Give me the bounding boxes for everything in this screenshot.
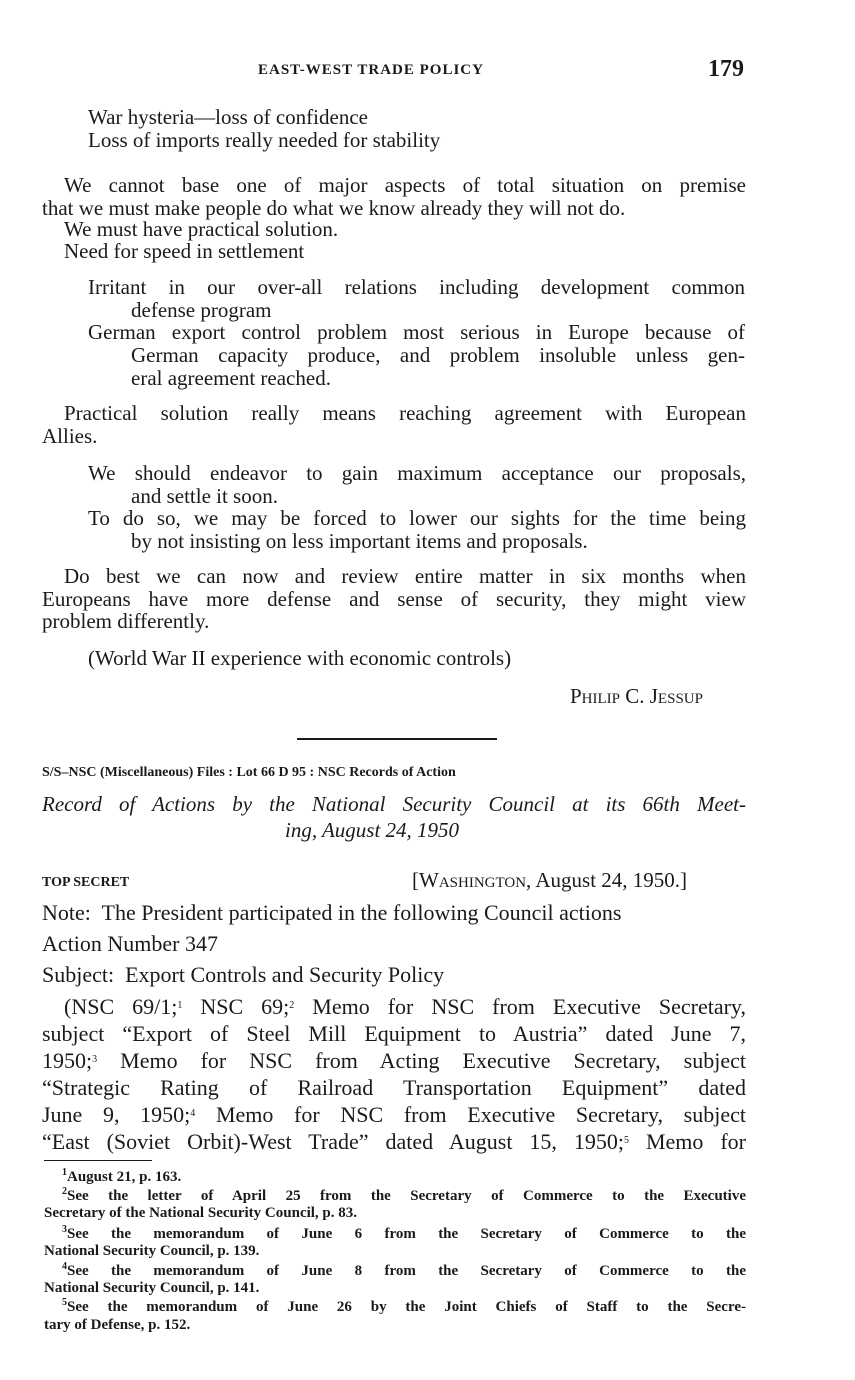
memo-paragraph-line: problem differently. <box>42 609 210 633</box>
memo-paragraph-line: Practical solution really means reaching agreement with European <box>64 401 746 425</box>
document-title-line: Record of Actions by the National Security Council at its 66th Meet- <box>42 792 746 816</box>
footnote: $^1$August 21, p. 163. <box>62 1167 182 1185</box>
memo-item-line: To do so, we may be forced to lower our sights for the time being <box>88 506 746 530</box>
memo-line: We must have practical solution. <box>64 217 339 241</box>
memo-line: (World War II experience with economic controls) <box>88 646 512 670</box>
memo-line: Loss of imports really needed for stability <box>88 128 441 152</box>
memo-item-line: by not insisting on less important items and proposals. <box>131 529 588 553</box>
footnote: $^4$See the memorandum of June 8 from the Secretary of Commerce to the <box>62 1261 746 1279</box>
memo-paragraph-line: Do best we can now and review entire matter in six months when <box>64 564 746 588</box>
document-title-line: ing, August 24, 1950 <box>285 818 460 842</box>
memo-line: War hysteria—loss of confidence <box>88 105 368 129</box>
memo-item-line: German export control problem most serious in Europe because of <box>88 320 745 344</box>
body-line: (NSC 69/1;$^1$ NSC 69;$^2$ Memo for NSC from Executive Secretary, <box>64 994 746 1019</box>
footnote: National Security Council, p. 139. <box>44 1243 260 1259</box>
footnote: National Security Council, p. 141. <box>44 1280 260 1296</box>
action-number: Action Number 347 <box>42 931 218 956</box>
memo-paragraph-line: Europeans have more defense and sense of security, they might view <box>42 587 746 611</box>
body-line: “Strategic Rating of Railroad Transportation Equipment” dated <box>42 1075 746 1100</box>
body-line: subject “Export of Steel Mill Equipment to Austria” dated June 7, <box>42 1021 746 1046</box>
subject-line: Subject: Export Controls and Security Policy <box>42 962 445 987</box>
memo-paragraph-line: that we must make people do what we know already they will not do. <box>42 196 626 220</box>
classification-label: TOP SECRET <box>42 875 130 890</box>
page-number: 179 <box>708 56 744 82</box>
footnote-divider <box>44 1160 152 1161</box>
running-title: EAST-WEST TRADE POLICY <box>258 62 484 78</box>
memo-line: Need for speed in settlement <box>64 239 305 263</box>
memo-item-line: We should endeavor to gain maximum acceptance our proposals, <box>88 461 746 485</box>
memo-item-line: German capacity produce, and problem insoluble unless gen- <box>131 343 745 367</box>
memo-item-line: Irritant in our over-all relations including development common <box>88 275 745 299</box>
source-citation: S/S–NSC (Miscellaneous) Files : Lot 66 D 95 : NSC Records of Action <box>42 765 456 780</box>
signature: Philip C. Jessup <box>570 684 703 708</box>
note-line: Note: The President participated in the following Council actions <box>42 900 622 925</box>
dateline-place: Washington <box>419 868 527 892</box>
footnote: $^2$See the letter of April 25 from the Secretary of Commerce to the Executive <box>62 1186 746 1204</box>
memo-item-line: defense program <box>131 298 272 322</box>
memo-paragraph-line: Allies. <box>42 424 98 448</box>
memo-item-line: and settle it soon. <box>131 484 278 508</box>
section-divider <box>297 738 497 740</box>
dateline: [Washington, August 24, 1950.] <box>412 868 688 892</box>
footnote: $^3$See the memorandum of June 6 from the Secretary of Commerce to the <box>62 1224 746 1242</box>
footnote: $^5$See the memorandum of June 26 by the Joint Chiefs of Staff to the Secre- <box>62 1297 746 1315</box>
footnote: tary of Defense, p. 152. <box>44 1317 191 1333</box>
memo-paragraph-line: We cannot base one of major aspects of total situation on premise <box>64 173 746 197</box>
footnote: Secretary of the National Security Council, p. 83. <box>44 1205 358 1221</box>
memo-item-line: eral agreement reached. <box>131 366 331 390</box>
body-line: “East (Soviet Orbit)-West Trade” dated August 15, 1950;$^5$ Memo for <box>42 1129 747 1154</box>
body-line: June 9, 1950;$^4$ Memo for NSC from Executive Secretary, subject <box>42 1102 746 1127</box>
body-line: 1950;$^3$ Memo for NSC from Acting Executive Secretary, subject <box>42 1048 746 1073</box>
